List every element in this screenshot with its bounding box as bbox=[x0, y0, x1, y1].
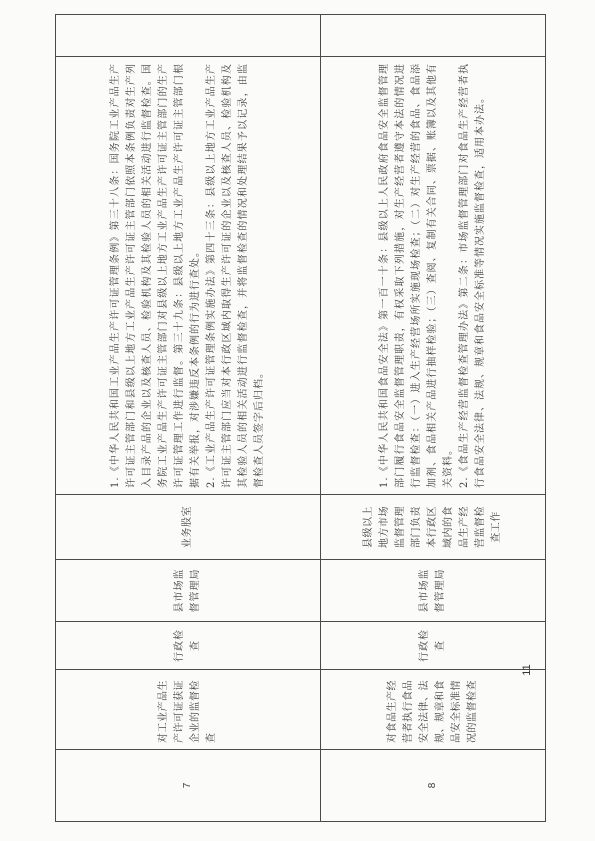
legal-basis-cell bbox=[321, 57, 546, 495]
item-category-cell: 行政检查 bbox=[56, 622, 321, 670]
regulation-table bbox=[55, 14, 546, 822]
row-number-cell: 7 bbox=[56, 750, 321, 822]
remarks-cell bbox=[56, 15, 321, 57]
responsible-unit-cell: 业务股室 bbox=[56, 495, 321, 560]
item-name-cell: 对工业产品生产许可证获证企业的监督检查 bbox=[56, 670, 321, 750]
legal-basis-paragraph: 2.《食品生产经营监督检查管理办法》第二条：市场监督管理部门对食品生产经营者执行食品安全法律、法规、规章和食品安全标准等情况实施监督检查，适用本办法。 bbox=[459, 63, 486, 488]
legal-basis-paragraph: 2.《工业产品生产许可证管理条例实施办法》第四十三条：县级以上地方工业产品生产许可证主管部门应当对本行政区域内取得生产许可证的企业以及核查人员、检验机构及其检验人员的相关活动进行监督检查，并将监督检查的情况和处理结果予以记录，由监督检查人员签字后归档。 bbox=[206, 63, 265, 488]
legal-basis-paragraph: 1.《中华人民共和国食品安全法》第一百一十条：县级以上人民政府食品安全监督管理部门履行食品安全监督管理职责，有权采取下列措施，对生产经营者遵守本法的情况进行监督检查：（一）进入生产经营场所实施现场检查；（二）对生产经营的食品、食品添加剂、食品相关产品进行抽样检验；（三）查阅、复制有关合同、票据、账簿以及其他有关资料。 bbox=[379, 63, 454, 488]
table-row bbox=[321, 15, 546, 822]
item-name-cell: 对食品生产经营者执行食品安全法律、法规、规章和食品安全标准情况的监督检查 bbox=[321, 670, 546, 750]
responsible-unit-cell: 县级以上地方市场监督管理部门负责本行政区域内的食品生产经营监督检查工作 bbox=[321, 495, 546, 560]
legal-basis-paragraph: 1.《中华人民共和国工业产品生产许可证管理条例》第三十八条：国务院工业产品生产许可证主管部门和县级以上地方工业产品生产许可证主管部门依照本条例负责对生产列入目录产品的企业以及核查人员、检验机构及其检验人员的相关活动进行监督检查。国务院工业产品生产许可证主管部门对县级以上地方工业产品生产许可证主管部门的生产许可证管理工作进行监督。第三十九条：县级以上地方工业产品生产许可证主管部门根据有关举报，对涉嫌违反本条例的行为进行查处。 bbox=[110, 63, 201, 488]
row-number-cell: 8 bbox=[321, 750, 546, 822]
implementing-subject-cell: 县市场监督管理局 bbox=[56, 560, 321, 622]
rotated-table-wrapper bbox=[55, 15, 545, 822]
implementing-subject-cell: 县市场监督管理局 bbox=[321, 560, 546, 622]
legal-basis-cell bbox=[56, 57, 321, 495]
page-number: 11 bbox=[521, 664, 533, 676]
remarks-cell bbox=[321, 15, 546, 57]
item-category-cell: 行政检查 bbox=[321, 622, 546, 670]
table-row bbox=[56, 15, 321, 822]
